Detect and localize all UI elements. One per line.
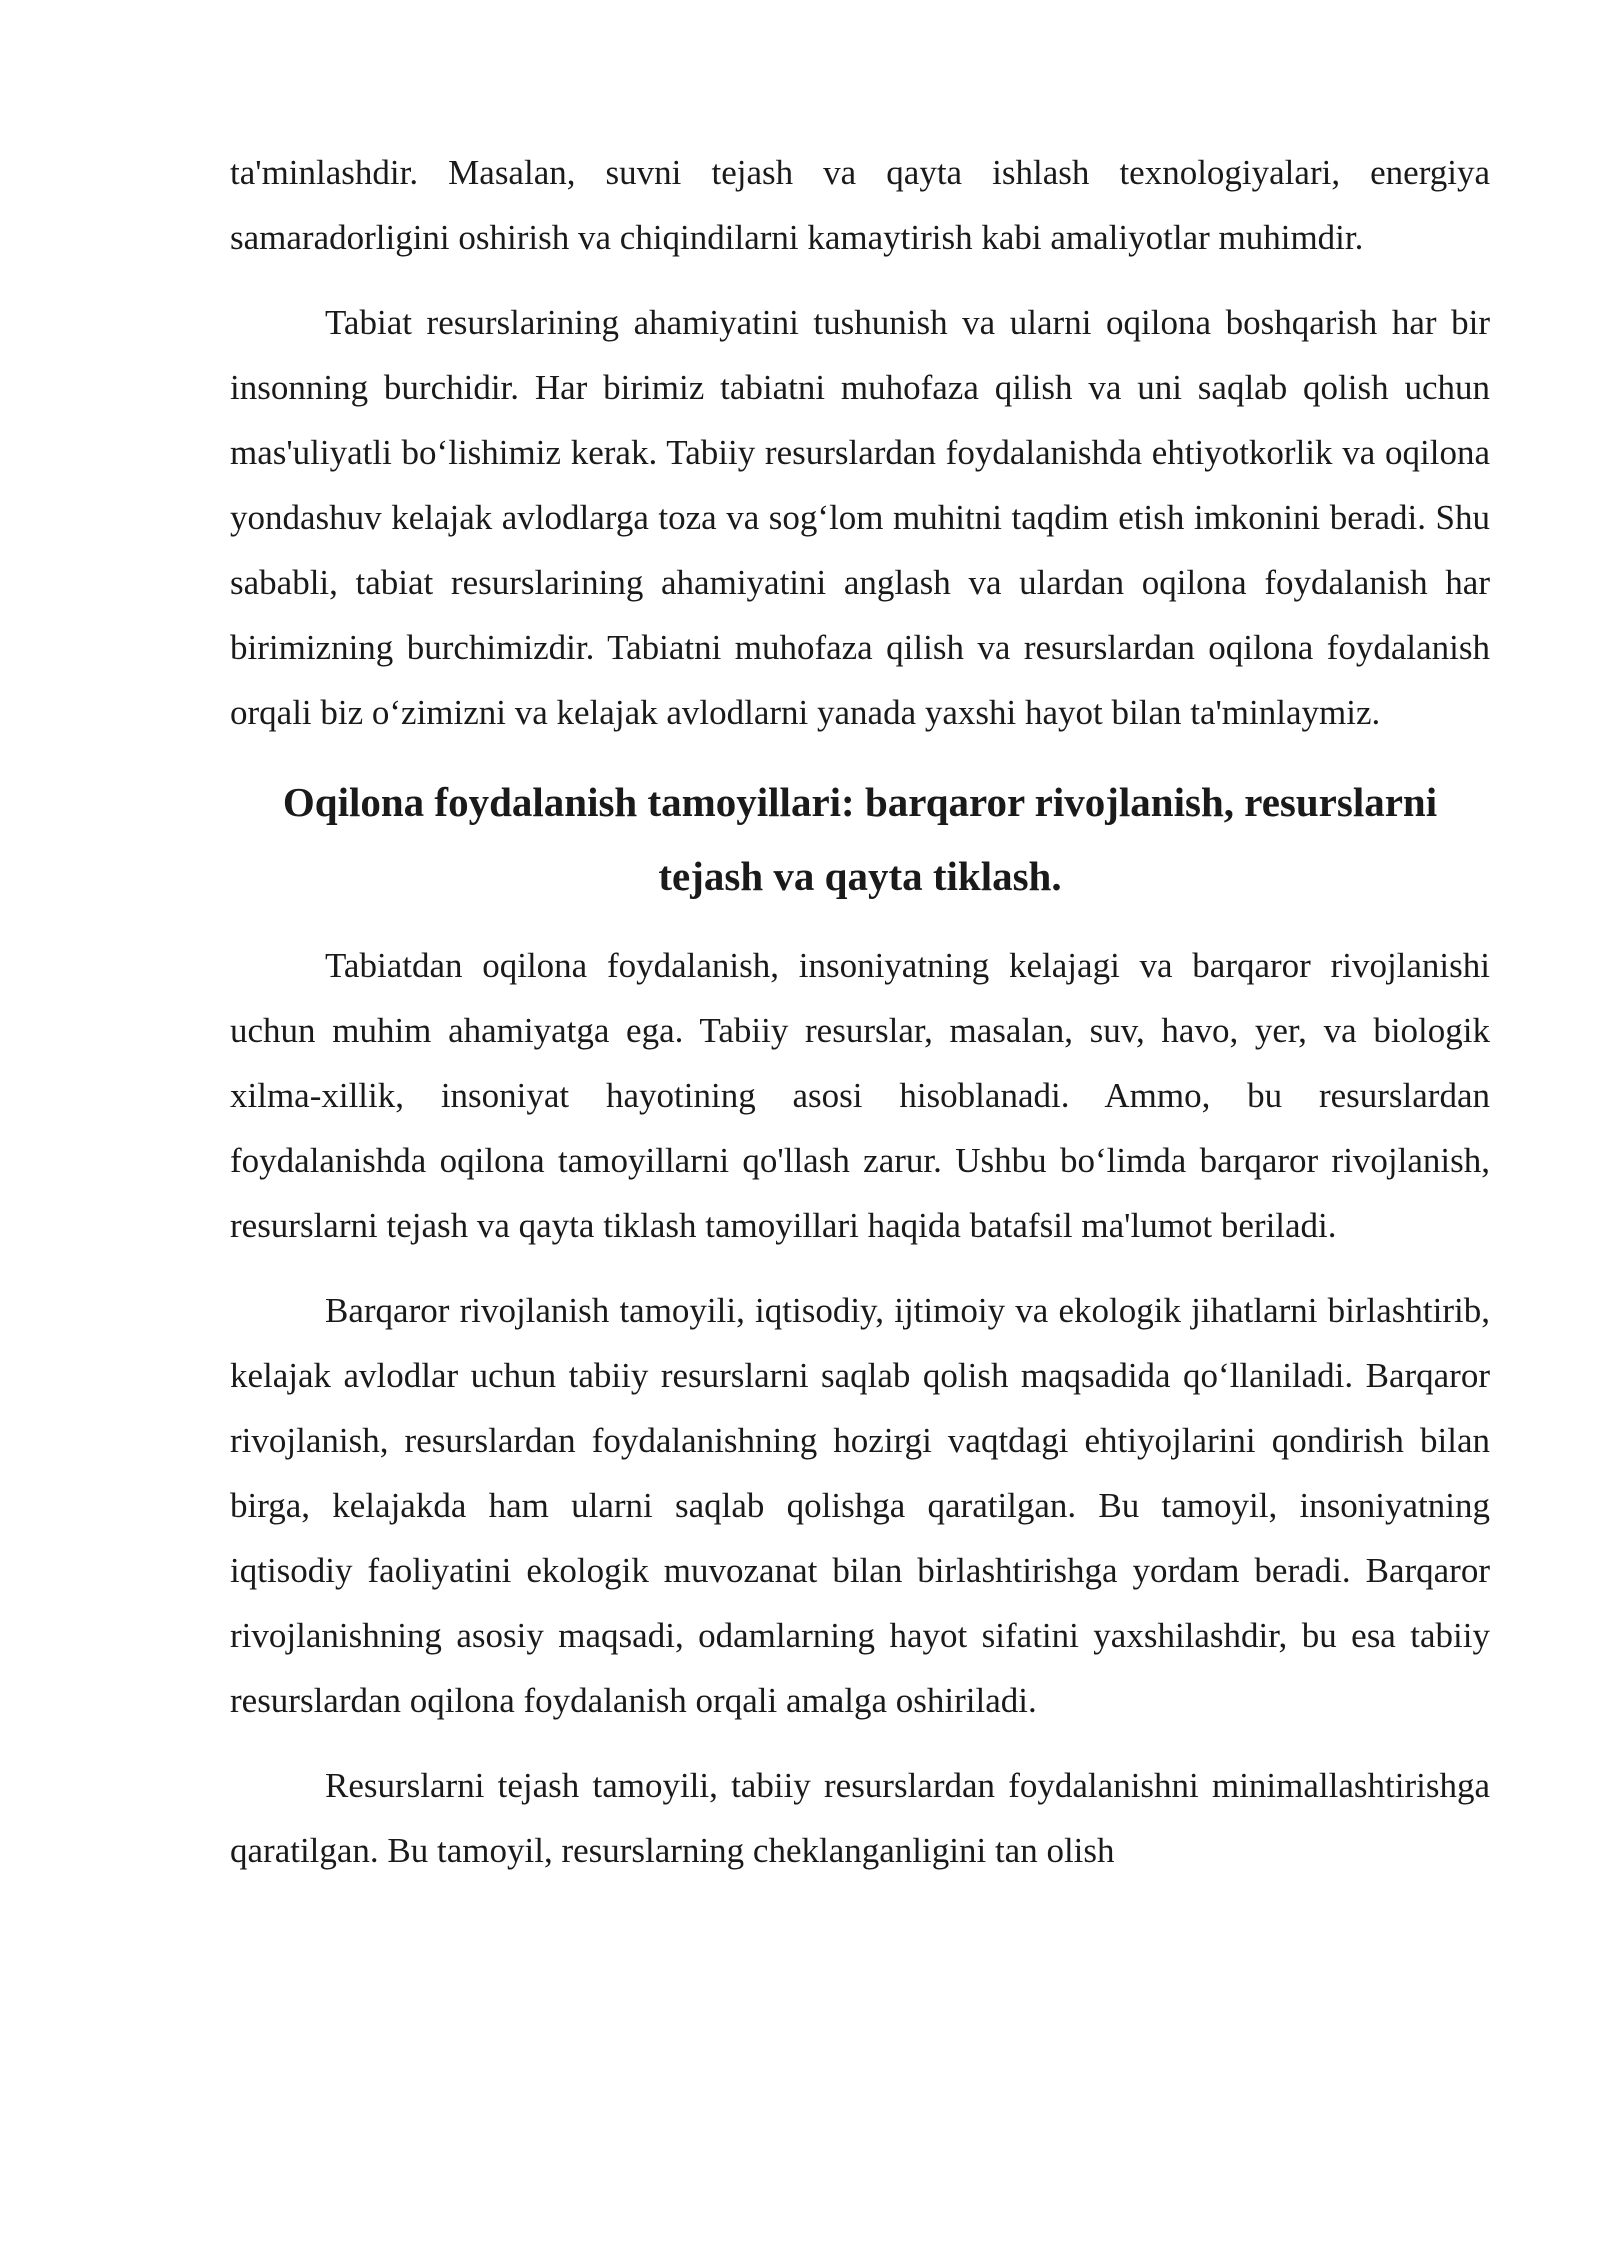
paragraph-continuation: ta'minlashdir. Masalan, suvni tejash va qayta ishlash texnologiyalari, energiya samaradorligini oshirish va chiqindilarni kamaytirish kabi amaliyotlar muhimdir. bbox=[230, 153, 1490, 257]
document-page bbox=[230, 140, 1490, 1903]
paragraph-nature-resources: Tabiat resurslarining ahamiyatini tushunish va ularni oqilona boshqarish har bir insonning burchidir. Har birimiz tabiatni muhofaza qilish va uni saqlab qolish uchun mas'uliyatli bo‘lishimiz kerak. Tabiiy resurslardan foydalanishda ehtiyotkorlik va oqilona yondashuv kelajak avlodlarga toza va sog‘lom muhitni taqdim etish imkonini beradi. Shu sababli, tabiat resurslarining ahamiyatini anglash va ulardan oqilona foydalanish har birimizning burchimizdir. Tabiatni muhofaza qilish va resurslardan oqilona foydalanish orqali biz o‘zimizni va kelajak avlodlarni yanada yaxshi hayot bilan ta'minlaymiz. bbox=[230, 303, 1490, 732]
paragraph-rational-use: Tabiatdan oqilona foydalanish, insoniyatning kelajagi va barqaror rivojlanishi uchun muhim ahamiyatga ega. Tabiiy resurslar, masalan, suv, havo, yer, va biologik xilma-xillik, insoniyat hayotining asosi hisoblanadi. Ammo, bu resurslardan foydalanishda oqilona tamoyillarni qo'llash zarur. Ushbu bo‘limda barqaror rivojlanish, resurslarni tejash va qayta tiklash tamoyillari haqida batafsil ma'lumot beriladi. bbox=[230, 946, 1490, 1245]
paragraph-sustainable-development: Barqaror rivojlanish tamoyili, iqtisodiy, ijtimoiy va ekologik jihatlarni birlashtirib, kelajak avlodlar uchun tabiiy resurslarni saqlab qolish maqsadida qo‘llaniladi. Barqaror rivojlanish, resurslardan foydalanishning hozirgi vaqtdagi ehtiyojlarini qondirish bilan birga, kelajakda ham ularni saqlab qolishga qaratilgan. Bu tamoyil, insoniyatning iqtisodiy faoliyatini ekologik muvozanat bilan birlashtirishga yordam beradi. Barqaror rivojlanishning asosiy maqsadi, odamlarning hayot sifatini yaxshilashdir, bu esa tabiiy resurslardan oqilona foydalanish orqali amalga oshiriladi. bbox=[230, 1291, 1490, 1720]
section-heading: Oqilona foydalanish tamoyillari: barqaror rivojlanish, resurslarni tejash va qayta tiklash. bbox=[282, 779, 1438, 899]
paragraph-resource-saving: Resurslarni tejash tamoyili, tabiiy resurslardan foydalanishni minimallashtirishga qaratilgan. Bu tamoyil, resurslarning cheklanganligini tan olish bbox=[230, 1766, 1490, 1870]
